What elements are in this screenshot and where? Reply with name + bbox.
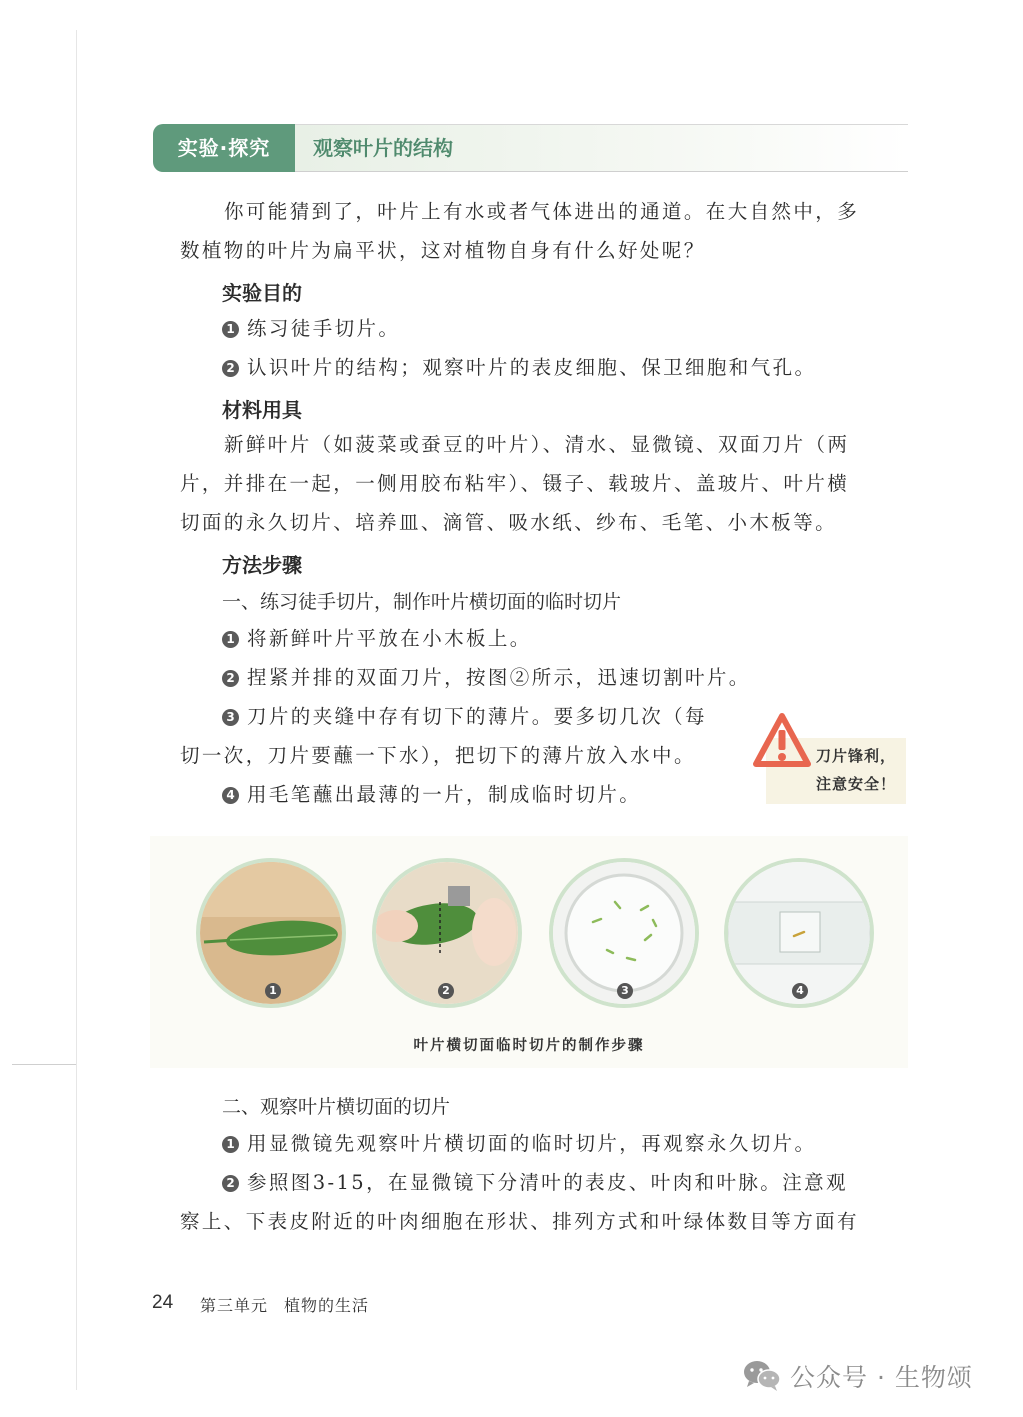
watermark-text: 公众号 · 生物颂 bbox=[790, 1363, 973, 1392]
step-text: 将新鲜叶片平放在小木板上。 bbox=[247, 627, 532, 650]
step-1 bbox=[222, 619, 532, 658]
step-text: 刀片的夹缝中存有切下的薄片。要多切几次（每 bbox=[247, 705, 707, 728]
step-2 bbox=[222, 658, 751, 697]
step-text: 参照图3-15，在显微镜下分清叶的表皮、叶肉和叶脉。注意观 bbox=[247, 1171, 848, 1194]
page-gutter-line bbox=[76, 30, 77, 1390]
running-header bbox=[200, 1293, 369, 1316]
intro-line-2: 数植物的叶片为扁平状，这对植物自身有什么好处呢？ bbox=[180, 239, 706, 262]
number-badge: 2 bbox=[222, 1175, 239, 1192]
watermark bbox=[742, 1356, 973, 1396]
part1-title: 一、练习徒手切片，制作叶片横切面的临时切片 bbox=[222, 591, 622, 613]
part2-step-2-line-2: 察上、下表皮附近的叶肉细胞在形状、排列方式和叶绿体数目等方面有 bbox=[180, 1210, 859, 1233]
figure-step-badge-3: 3 bbox=[617, 983, 633, 999]
step-4 bbox=[222, 775, 641, 814]
number-badge: 2 bbox=[222, 360, 239, 377]
part2-title: 二、观察叶片横切面的切片 bbox=[222, 1096, 451, 1118]
section-banner bbox=[153, 124, 908, 172]
materials-line-2: 片，并排在一起，一侧用胶布粘牢）、镊子、载玻片、盖玻片、叶片横 bbox=[180, 472, 850, 495]
materials-line-3: 切面的永久切片、培养皿、滴管、吸水纸、纱布、毛笔、小木板等。 bbox=[180, 511, 838, 534]
warning-text bbox=[816, 742, 896, 798]
part2-step-1 bbox=[222, 1124, 816, 1163]
chapter-label: 植物的生活 bbox=[284, 1296, 370, 1315]
step-text: 用显微镜先观察叶片横切面的临时切片，再观察永久切片。 bbox=[247, 1132, 817, 1155]
number-badge: 1 bbox=[222, 631, 239, 648]
warning-line-1: 刀片锋利， bbox=[816, 747, 897, 765]
purpose-item-text: 练习徒手切片。 bbox=[247, 317, 401, 340]
part2-step-2-line-1 bbox=[222, 1163, 848, 1202]
number-badge: 3 bbox=[222, 709, 239, 726]
purpose-item-1 bbox=[222, 309, 400, 348]
materials-heading: 材料用具 bbox=[222, 398, 302, 422]
page-gutter-tick bbox=[12, 1064, 76, 1065]
figure-step-badge-1: 1 bbox=[265, 983, 281, 999]
purpose-heading: 实验目的 bbox=[222, 281, 302, 305]
section-title: 观察叶片的结构 bbox=[313, 136, 453, 160]
purpose-item-2 bbox=[222, 348, 816, 387]
page-number: 24 bbox=[152, 1292, 174, 1313]
step-text: 用毛笔蘸出最薄的一片，制成临时切片。 bbox=[247, 783, 642, 806]
number-badge: 4 bbox=[222, 787, 239, 804]
number-badge: 1 bbox=[222, 1136, 239, 1153]
method-heading: 方法步骤 bbox=[222, 553, 302, 577]
purpose-item-text: 认识叶片的结构；观察叶片的表皮细胞、保卫细胞和气孔。 bbox=[247, 356, 817, 379]
figure-step-badge-2: 2 bbox=[438, 983, 454, 999]
wechat-icon bbox=[742, 1359, 782, 1393]
step-text: 捏紧并排的双面刀片，按图②所示，迅速切割叶片。 bbox=[247, 666, 751, 689]
intro-line-1: 你可能猜到了，叶片上有水或者气体进出的通道。在大自然中，多 bbox=[224, 200, 860, 223]
number-badge: 1 bbox=[222, 321, 239, 338]
unit-label: 第三单元 bbox=[200, 1296, 269, 1315]
figure-caption: 叶片横切面临时切片的制作步骤 bbox=[413, 1037, 645, 1054]
banner-tag: 实验·探究 bbox=[153, 124, 295, 172]
number-badge: 2 bbox=[222, 670, 239, 687]
warning-line-2: 注意安全！ bbox=[816, 775, 897, 793]
warning-triangle-icon bbox=[752, 712, 812, 770]
step-3-line-1 bbox=[222, 697, 707, 736]
step-3-line-2: 切一次，刀片要蘸一下水），把切下的薄片放入水中。 bbox=[180, 744, 696, 767]
figure-step-badge-4: 4 bbox=[792, 983, 808, 999]
materials-line-1: 新鲜叶片（如菠菜或蚕豆的叶片）、清水、显微镜、双面刀片（两 bbox=[224, 433, 850, 456]
